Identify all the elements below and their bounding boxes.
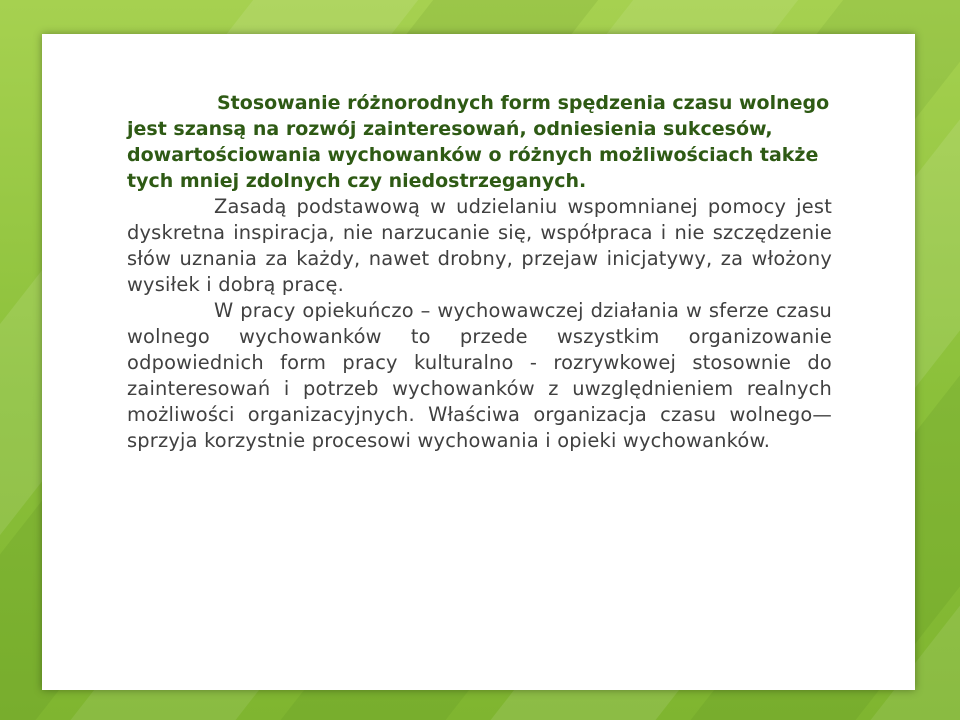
body-paragraph-2: W pracy opiekuńczo – wychowawczej działania w sferze czasu wolnego wychowanków to przede wszystkim organizowanie odpowiednich form pracy kulturalno - rozrywkowej stosownie do zainteresowań i potrzeb wychowanków z uwzględnieniem realnych możliwości organizacyjnych. Właściwa organizacja czasu wolnego— sprzyja korzystnie procesowi wychowania i opieki wychowanków. (127, 299, 832, 452)
body-paragraph-1: Zasadą podstawową w udzielaniu wspomnianej pomocy jest dyskretna inspiracja, nie narzucanie się, współpraca i nie szczędzenie słów uznania za każdy, nawet drobny, przejaw inicjatywy, za włożony wysiłek i dobrą pracę. (127, 195, 832, 296)
slide-content (127, 90, 832, 454)
lead-paragraph: Stosowanie różnorodnych form spędzenia czasu wolnego jest szansą na rozwój zainteresowań, odniesienia sukcesów, dowartościowania wychowanków o różnych możliwościach także tych mniej zdolnych czy niedostrzeganych. (127, 92, 830, 192)
